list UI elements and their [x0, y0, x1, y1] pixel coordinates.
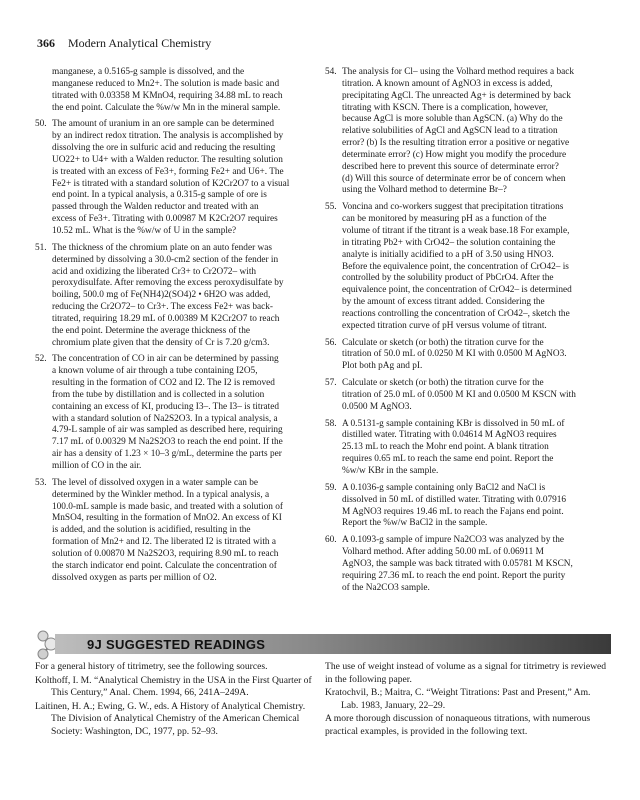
page-number: 366: [37, 36, 55, 50]
problem-text-line: 7.17 mL of 0.00329 M Na2S2O3 to reach the end point. If the: [52, 437, 283, 448]
problem-text-line: Calculate or sketch (or both) the titration curve for the: [342, 378, 544, 389]
problem-text-line: resulting in the formation of CO2 and I2. The I2 is removed: [52, 378, 275, 389]
problem-text-line: titrated with 0.03358 M KMnO4, requiring 34.88 mL to reach: [52, 90, 283, 101]
problem-text-line: requires 0.65 mL to reach the same end point. Report the: [342, 454, 554, 465]
problem-text-line: is treated with an excess of Fe3+, forming Fe2+ and U6+. The: [52, 166, 284, 177]
problem-item: [35, 243, 318, 350]
book-title: Modern Analytical Chemistry: [68, 36, 212, 50]
problem-text-line: distilled water. Titrating with 0.04614 M AgNO3 requires: [342, 430, 557, 441]
problem-text-line: end point. In a typical analysis, a 0.315-g sample of ore is: [52, 190, 267, 201]
reading-citation: Laitinen, H. A.; Ewing, G. W., eds. A History of Analytical Chemistry. The Division of Analytical Chemistry of the American Chemical Society: Washington, DC, 1977, pp. 52–93.: [35, 700, 306, 737]
problem-text-line: acid and oxidizing the liberated Cr3+ to Cr2O72– with: [52, 266, 257, 277]
problem-number: 55.: [325, 202, 337, 213]
problem-text-line: Fe2+ is titrated with a standard solution of K2Cr2O7 to a visual: [52, 178, 290, 189]
problem-text-line: precipitating AgCl. The unreacted Ag+ is determined by back: [342, 90, 571, 101]
problem-text-line: 100.0-mL sample is made basic, and treated with a solution of: [52, 501, 283, 512]
problem-number: 52.: [35, 354, 47, 365]
problem-number: 57.: [325, 378, 337, 389]
problem-text-line: titration of 25.0 mL of 0.0500 M KI and 0.0500 M KSCN with: [342, 389, 576, 400]
reading-citation: Kolthoff, I. M. “Analytical Chemistry in the USA in the First Quarter of This Century,” Anal. Chem. 1994, 66, 241A–249A.: [35, 674, 312, 699]
problem-text-line: The level of dissolved oxygen in a water sample can be: [52, 477, 259, 488]
problem-number: 59.: [325, 482, 337, 493]
problem-number: 53.: [35, 477, 47, 488]
problem-text-line: (d) Will this source of determinate error be of concern when: [342, 173, 566, 184]
problem-number: 58.: [325, 418, 337, 429]
problem-text-line: Plot both pAg and pI.: [342, 361, 423, 372]
problem-text-line: The concentration of CO in air can be determined by passing: [52, 354, 279, 365]
problem-item: [35, 354, 318, 472]
problem-text-line: The amount of uranium in an ore sample can be determined: [52, 119, 275, 130]
problem-text-line: AgNO3, the sample was back titrated with 0.05781 M KSCN,: [342, 558, 573, 569]
problem-text-line: using the Volhard method to determine Br–?: [342, 185, 507, 196]
problem-text-line: 0.0500 M AgNO3.: [342, 401, 412, 412]
problem-text-line: A 0.1093-g sample of impure Na2CO3 was analyzed by the: [342, 535, 565, 546]
problem-text-line: million of CO in the air.: [52, 461, 142, 471]
problem-text-line: reactions controlling the concentration of CrO42–, sketch the: [342, 308, 570, 319]
problem-text-line: Report the %w/w BaCl2 in the sample.: [342, 518, 488, 529]
problem-text-line: boiling, 500.0 mg of Fe(NH4)2(SO4)2 • 6H2O was added,: [52, 290, 271, 301]
problem-text-line: Before the equivalence point, the concentration of CrO42– is: [342, 261, 569, 272]
problem-text-line: expected titration curve of pH versus volume of titrant.: [342, 320, 547, 331]
problem-text-line: by the amount of excess titrant added. Considering the: [342, 297, 545, 308]
problem-text-line: in titrating Pb2+ with CrO42– the solution containing the: [342, 237, 556, 248]
problem-text-line: relative solubilities of AgCl and AgSCN lead to a titration: [342, 126, 558, 137]
problem-number: 51.: [35, 242, 47, 253]
problem-text-line: reducing the Cr2O72– to Cr3+. The excess Fe2+ was back-: [52, 302, 273, 313]
readings-right: [325, 661, 607, 740]
reading-citation: Kratochvil, B.; Maitra, C. “Weight Titrations: Past and Present,” Am. Lab. 1983, January, 22–29.: [325, 687, 591, 711]
problem-text-line: Calculate or sketch (or both) the titration curve for the: [342, 337, 544, 348]
problem-text-line: controlled by the solubility product of PbCrO4. After the: [342, 273, 554, 284]
problem-number: 50.: [35, 119, 47, 130]
readings-left: [35, 661, 318, 740]
problem-text-line: 10.52 mL. What is the %w/w of U in the sample?: [52, 225, 237, 236]
problem-text-line: with a standard solution of Na2S2O3. In a typical analysis, a: [52, 413, 278, 424]
problem-text-line: A 0.5131-g sample containing KBr is dissolved in 50 mL of: [342, 418, 565, 429]
section-title: 9J SUGGESTED READINGS: [87, 637, 266, 652]
problem-number: 54.: [325, 67, 337, 77]
problem-text-line: UO22+ to U4+ with a Walden reductor. The resulting solution: [52, 154, 283, 165]
problem-text-line: containing an excess of KI, producing I3–. The I3– is titrated: [52, 401, 280, 412]
problem-text-line: The analysis for Cl– using the Volhard method requires a back: [342, 67, 575, 77]
problem-item: [325, 67, 607, 197]
problem-text-line: Volhard method. After adding 50.00 mL of 0.06911 M: [342, 547, 544, 558]
problem-item: [325, 202, 607, 332]
reading-text: For a general history of titrimetry, see the following sources.: [35, 661, 268, 672]
problem-text-line: %w/w KBr in the sample.: [342, 466, 439, 476]
page-header: [37, 36, 211, 51]
problem-text-line: determinate error? (c) How might you modify the procedure: [342, 149, 567, 160]
problem-text-line: The thickness of the chromium plate on an auto fender was: [52, 242, 272, 253]
problem-text-line: volume of titrant if the titrant is a weak base.18 For example,: [342, 225, 570, 236]
problem-text-line: chromium plate given that the density of Cr is 7.20 g/cm3.: [52, 337, 270, 348]
problem-text-line: is added, and the solution is acidified, resulting in the: [52, 525, 251, 536]
problem-text-line: passed through the Walden reductor and treated with an: [52, 202, 259, 213]
problem-item: [325, 378, 607, 414]
problem-text-line: A 0.1036-g sample containing only BaCl2 and NaCl is: [342, 482, 546, 493]
problem-text-line: from the tube by distillation and is collected in a solution: [52, 389, 265, 400]
problem-item: [35, 67, 318, 114]
problem-text-line: titration of 50.0 mL of 0.0250 M KI with 0.0500 M AgNO3.: [342, 349, 567, 360]
problem-item: [325, 338, 607, 374]
problem-text-line: because AgCl is more soluble than AgSCN. (a) Why do the: [342, 114, 563, 125]
problem-text-line: determined by dissolving a 30.0-cm2 section of the fender in: [52, 254, 279, 265]
problem-number: 60.: [325, 535, 337, 546]
problem-text-line: dissolving the ore in sulfuric acid and reducing the resulting: [52, 143, 276, 154]
problem-text-line: 4.79-L sample of air was sampled as described here, requiring: [52, 425, 283, 436]
problem-text-line: analyte is initially acidified to a pH of 3.50 using HNO3.: [342, 249, 554, 260]
problem-item: [35, 478, 318, 585]
problem-text-line: described here to prevent this source of determinate error?: [342, 161, 559, 172]
problem-text-line: formation of Mn2+ and I2. The liberated I2 is titrated with a: [52, 537, 277, 548]
problem-text-line: a known volume of air through a tube containing I2O5,: [52, 366, 258, 377]
problem-text-line: excess of Fe3+. Titrating with 0.00987 M K2Cr2O7 requires: [52, 214, 278, 225]
problem-text-line: manganese, a 0.5165-g sample is dissolved, and the: [52, 67, 245, 77]
problem-text-line: 25.13 mL to reach the Mohr end point. A blank titration: [342, 442, 549, 453]
problem-item: [325, 483, 607, 530]
section-banner: [35, 633, 611, 655]
problem-text-line: by an indirect redox titration. The analysis is accomplished by: [52, 131, 284, 142]
problem-text-line: titrated, requiring 18.29 mL of 0.00389 M K2Cr2O7 to reach: [52, 313, 280, 324]
problem-item: [325, 419, 607, 478]
problem-text-line: equivalence point, the concentration of CrO42– is determined: [342, 285, 572, 296]
problem-text-line: MnSO4, resulting in the formation of MnO2. An excess of KI: [52, 513, 282, 524]
problem-item: [325, 535, 607, 594]
problems-right-column: [325, 67, 607, 599]
problem-number: 56.: [325, 337, 337, 348]
reading-text: A more thorough discussion of nonaqueous titrations, with numerous practical examples, is provided in the following text.: [325, 713, 591, 737]
problem-text-line: peroxydisulfate. After removing the excess peroxydisulfate by: [52, 278, 284, 289]
problem-text-line: Voncina and co-workers suggest that precipitation titrations: [342, 202, 564, 213]
reading-text: The use of weight instead of volume as a signal for titrimetry is reviewed in the following paper.: [325, 661, 607, 685]
problem-item: [35, 119, 318, 237]
problem-text-line: the end point. Determine the average thickness of the: [52, 325, 251, 336]
problem-text-line: the starch indicator end point. Calculate the concentration of: [52, 560, 277, 571]
problem-text-line: air has a density of 1.23 × 10–3 g/mL, determine the parts per: [52, 449, 282, 460]
problem-text-line: requiring 27.36 mL to reach the end point. Report the purity: [342, 570, 566, 581]
problem-text-line: of the Na2CO3 sample.: [342, 582, 430, 593]
problem-text-line: error? (b) Is the resulting titration error a positive or negative: [342, 138, 570, 149]
problem-text-line: the end point. Calculate the %w/w Mn in the mineral sample.: [52, 102, 281, 113]
problems-left-column: [35, 67, 318, 589]
problem-text-line: dissolved oxygen as parts per million of O2.: [52, 572, 217, 583]
problem-text-line: titrating with KSCN. There is a complication, however,: [342, 102, 549, 113]
problem-text-line: manganese reduced to Mn2+. The solution is made basic and: [52, 78, 280, 89]
problem-text-line: dissolved in 50 mL of distilled water. Titrating with 0.07916: [342, 494, 567, 505]
problem-text-line: titration. A known amount of AgNO3 in excess is added,: [342, 78, 553, 89]
problem-text-line: M AgNO3 requires 19.46 mL to reach the Fajans end point.: [342, 506, 564, 517]
problem-text-line: determined by the Winkler method. In a typical analysis, a: [52, 489, 270, 500]
problem-text-line: solution of 0.00870 M Na2S2O3, requiring 8.90 mL to reach: [52, 548, 279, 559]
problem-text-line: can be monitored by measuring pH as a function of the: [342, 214, 547, 225]
